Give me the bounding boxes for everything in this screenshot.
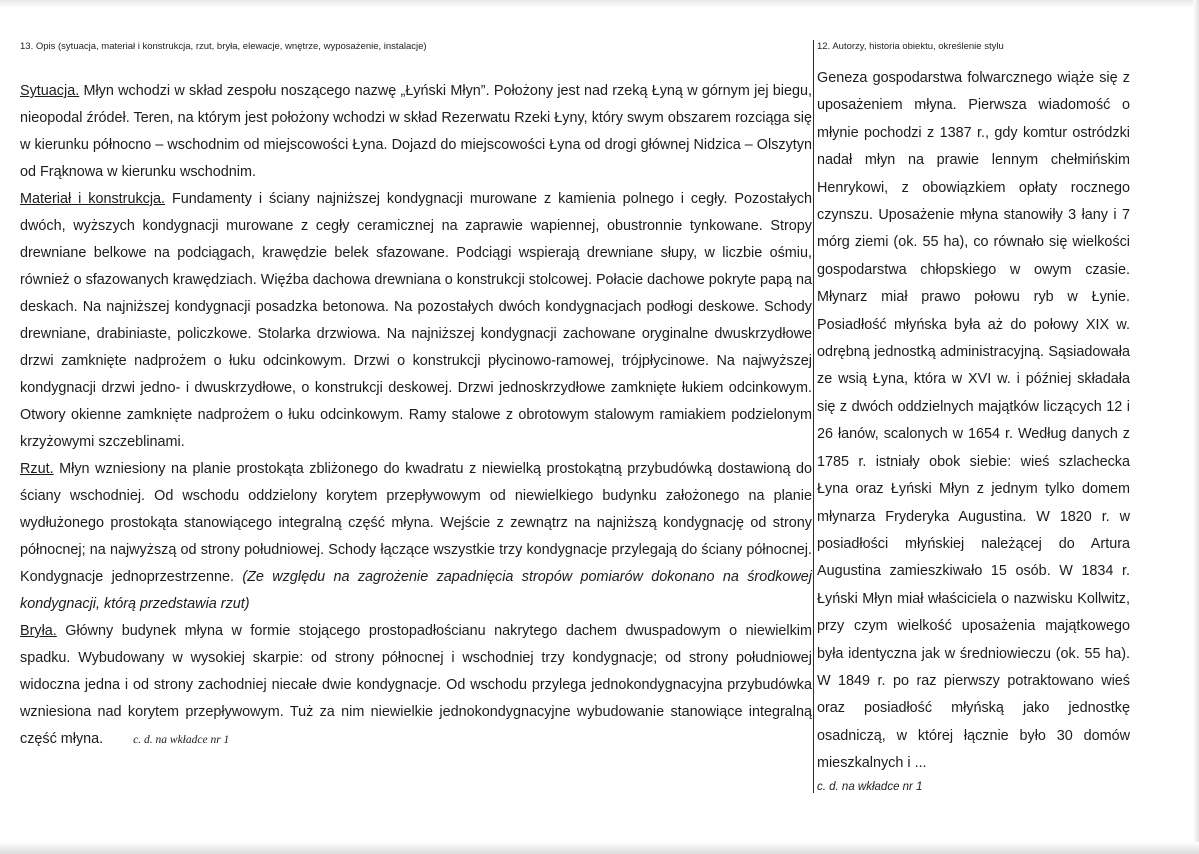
material-label: Materiał i konstrukcja. — [20, 191, 166, 207]
history-header: 12. Autorzy, historia obiektu, określenie stylu — [817, 41, 1004, 52]
history-body — [817, 65, 1130, 796]
rzut-paragraph — [20, 456, 812, 618]
bryla-paragraph — [20, 618, 812, 754]
material-paragraph — [20, 186, 812, 456]
scan-bottom-edge — [0, 842, 1199, 854]
sytuacja-paragraph — [20, 78, 812, 186]
sytuacja-label: Sytuacja. — [20, 83, 80, 99]
rzut-label: Rzut. — [20, 461, 54, 477]
description-header: 13. Opis (sytuacja, materiał i konstrukcja, rzut, bryła, elewacje, wnętrze, wyposażenie, instalacje) — [20, 41, 427, 52]
scan-top-edge — [0, 0, 1199, 8]
sytuacja-text: Młyn wchodzi w skład zespołu noszącego nazwę „Łyński Młyn”. Położony jest nad rzeką Łyną w górnym jej biegu, nieopodal źródeł. Teren, na którym jest położony wchodzi w skład Rezerwatu Rzeki Łyny, który swym obszarem rozciąga się w kierunku północno – wschodnim od miejscowości Łyna. Dojazd do miejscowości Łyna od drogi głównej Nidzica – Olszytyn od Frąknowa w kierunku wschodnim. — [20, 83, 812, 180]
bryla-label: Bryła. — [20, 623, 57, 639]
rzut-text: Młyn wzniesiony na planie prostokąta zbliżonego do kwadratu z niewielką prostokątną przybudówką dostawioną do ściany wschodniej. Od wschodu oddzielony korytem przepływowym od niewielkiego budynku założonego na planie wydłużonego prostokąta stanowiącego integralną część młyna. Wejście z zewnątrz na najniższą kondygnację od strony północnej; na najwyższą od strony południowej. Schody łączące wszystkie trzy kondygnacje przylegają do ściany północnej. Kondygnacje jednoprzestrzenne. — [20, 461, 812, 585]
column-divider — [813, 40, 814, 793]
description-column — [20, 40, 812, 754]
bryla-text: Główny budynek młyna w formie stojącego prostopadłościanu nakrytego dachem dwuspadowym o niewielkim spadku. Wybudowany w wysokiej skarpie: od strony północnej i wschodniej trzy kondygnacje; od strony południowej widoczna jedna i od strony zachodniej niecałe dwie kondygnacje. Od wschodu przylega jednokondygnacyjna przybudówka wzniesiona nad korytem przepływowym. Tuż za nim niewielkie jednokondygnacyjne wybudowanie stanowiące integralną część młyna. — [20, 623, 812, 747]
description-body — [20, 78, 812, 754]
rzut-note: (Ze względu na zagrożenie zapadnięcia stropów pomiarów dokonano na środkowej kondygnacji, którą przedstawia rzut) — [20, 569, 812, 612]
scan-right-edge — [1193, 0, 1199, 854]
material-text: Fundamenty i ściany najniższej kondygnacji murowane z kamienia polnego i cegły. Pozostałych dwóch, wyższych kondygnacji murowane z cegły ceramicznej na zaprawie wapiennej, obustronnie tynkowane. Stropy drewniane belkowe na podciągach, krawędzie belek sfazowane. Podciągi wspierają drewniane słupy, w liczbie ośmiu, również o sfazowanych krawędziach. Więźba dachowa drewniana o konstrukcji stolcowej. Połacie dachowe pokryte papą na deskach. Na najniższej kondygnacji posadzka betonowa. Na pozostałych dwóch kondygnacjach podłogi deskowe. Schody drewniane, drabiniaste, policzkowe. Stolarka drzwiowa. Na najniższej kondygnacji zachowane oryginalne dwuskrzydłowe drzwi zamknięte nadprożem o łuku odcinkowym. Drzwi o konstrukcji płycinowo-ramowej, trójpłycinowe. Na najwyższej kondygnacji drzwi jedno- i dwuskrzydłowe, o konstrukcji deskowej. Drzwi jednoskrzydłowe zamknięte łukiem odcinkowym. Otwory okienne zamknięte nadprożem o łuku odcinkowym. Ramy stalowe z obrotowym stalowym ramiakiem podzielonym krzyżowymi szczeblinami. — [20, 191, 812, 450]
history-text: Geneza gospodarstwa folwarcznego wiąże się z uposażeniem młyna. Pierwsza wiadomość o młynie pochodzi z 1387 r., gdy komtur ostródzki nadał młyn na prawie lennym chełmińskim Henrykowi, z obowiązkiem opłaty rocznego czynszu. Uposażenie młyna stanowiły 3 łany i 7 mórg ziemi (ok. 55 ha), co równało się wielkości gospodarstwa chłopskiego w owym czasie. Młynarz miał prawo połowu ryb w Łynie. Posiadłość młyńska była aż do połowy XIX w. odrębną jednostką administracyjną. Sąsiadowała ze wsią Łyna, która w XVI w. i później składała się z dwóch oddzielnych majątków liczących 12 i 26 łanów, scalonych w 1654 r. Według danych z 1785 r. istniały obok siebie: wieś szlachecka Łyna oraz Łyński Młyn z jednym tylko domem młynarza Fryderyka Augustina. W 1820 r. w posiadłości młyńskiej należącej do Artura Augustina zamieszkiwało 15 osób. W 1834 r. Łyński Młyn miał właściciela o nazwisku Kollwitz, przy czym wielkość uposażenia majątkowego była identyczna jak w średniowieczu (ok. 55 ha). W 1849 r. po raz pierwszy potraktowano wieś oraz posiadłość młyńską jako jednostkę osadniczą, w której łącznie było 30 domów mieszkalnych i ... — [817, 70, 1130, 772]
continued-note: c. d. na wkładce nr 1 — [133, 734, 230, 746]
history-continued-note: c. d. na wkładce nr 1 — [817, 780, 923, 793]
history-column — [817, 40, 1130, 796]
